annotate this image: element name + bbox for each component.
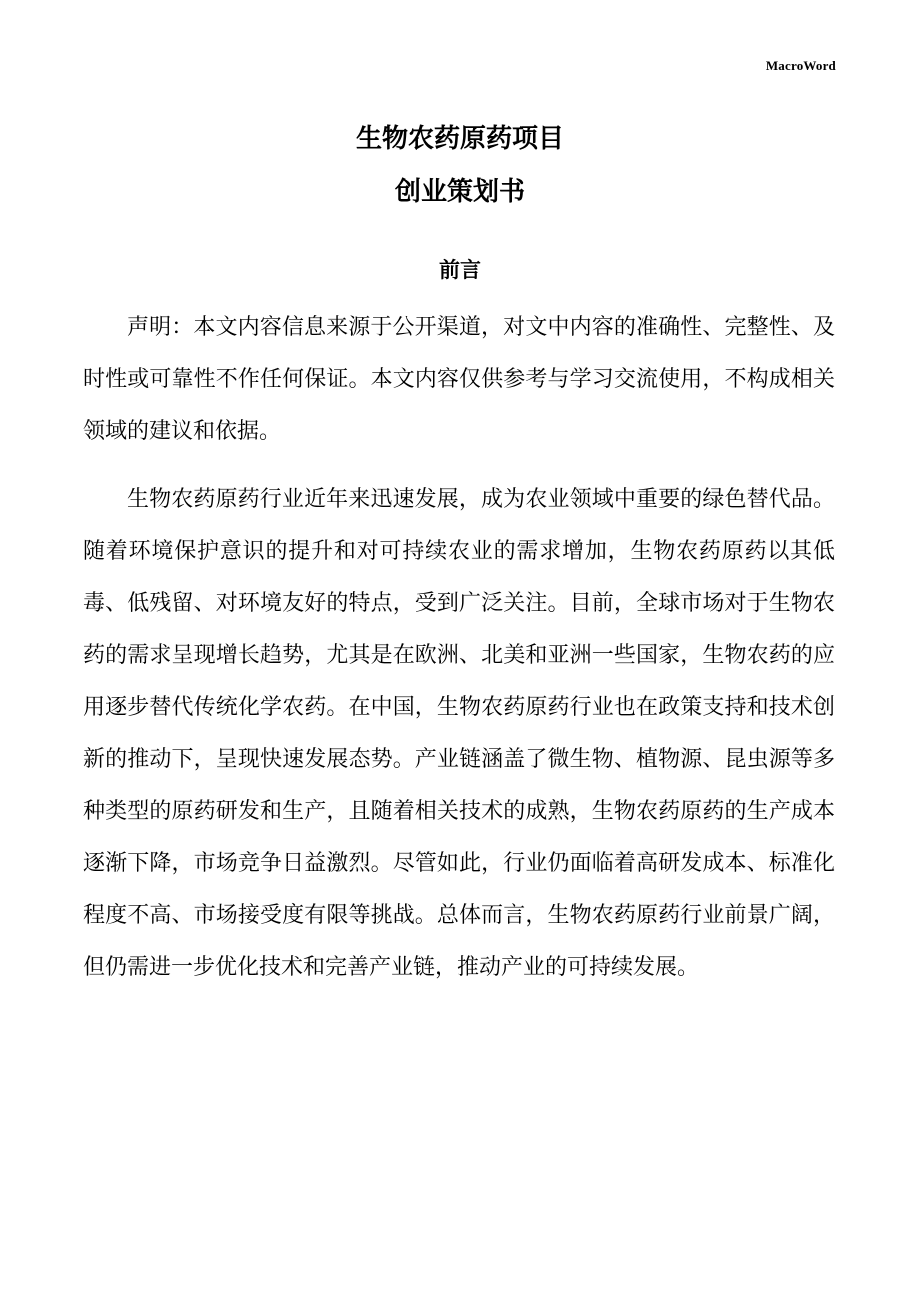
section-heading-preface: 前言 — [439, 258, 481, 282]
paragraph-disclaimer: 声明：本文内容信息来源于公开渠道，对文中内容的准确性、完整性、及时性或可靠性不作任何保证。本文内容仅供参考与学习交流使用，不构成相关领域的建议和依据。 — [83, 315, 835, 444]
document-title-line2: 创业策划书 — [394, 177, 525, 207]
document-title-line1: 生物农药原药项目 — [355, 124, 564, 154]
paragraph-industry-overview: 生物农药原药行业近年来迅速发展，成为农业领域中重要的绿色替代品。随着环境保护意识的提升和对可持续农业的需求增加，生物农药原药以其低毒、低残留、对环境友好的特点，受到广泛关注。目前，全球市场对于生物农药的需求呈现增长趋势，尤其是在欧洲、北美和亚洲一些国家，生物农药的应用逐步替代传统化学农药。在中国，生物农药原药行业也在政策支持和技术创新的推动下，呈现快速发展态势。产业链涵盖了微生物、植物源、昆虫源等多种类型的原药研发和生产，且随着相关技术的成熟，生物农药原药的生产成本逐渐下降，市场竞争日益激烈。尽管如此，行业仍面临着高研发成本、标准化程度不高、市场接受度有限等挑战。总体而言，生物农药原药行业前景广阔，但仍需进一步优化技术和完善产业链，推动产业的可持续发展。 — [83, 487, 835, 980]
header-brand: MacroWord — [765, 58, 836, 73]
